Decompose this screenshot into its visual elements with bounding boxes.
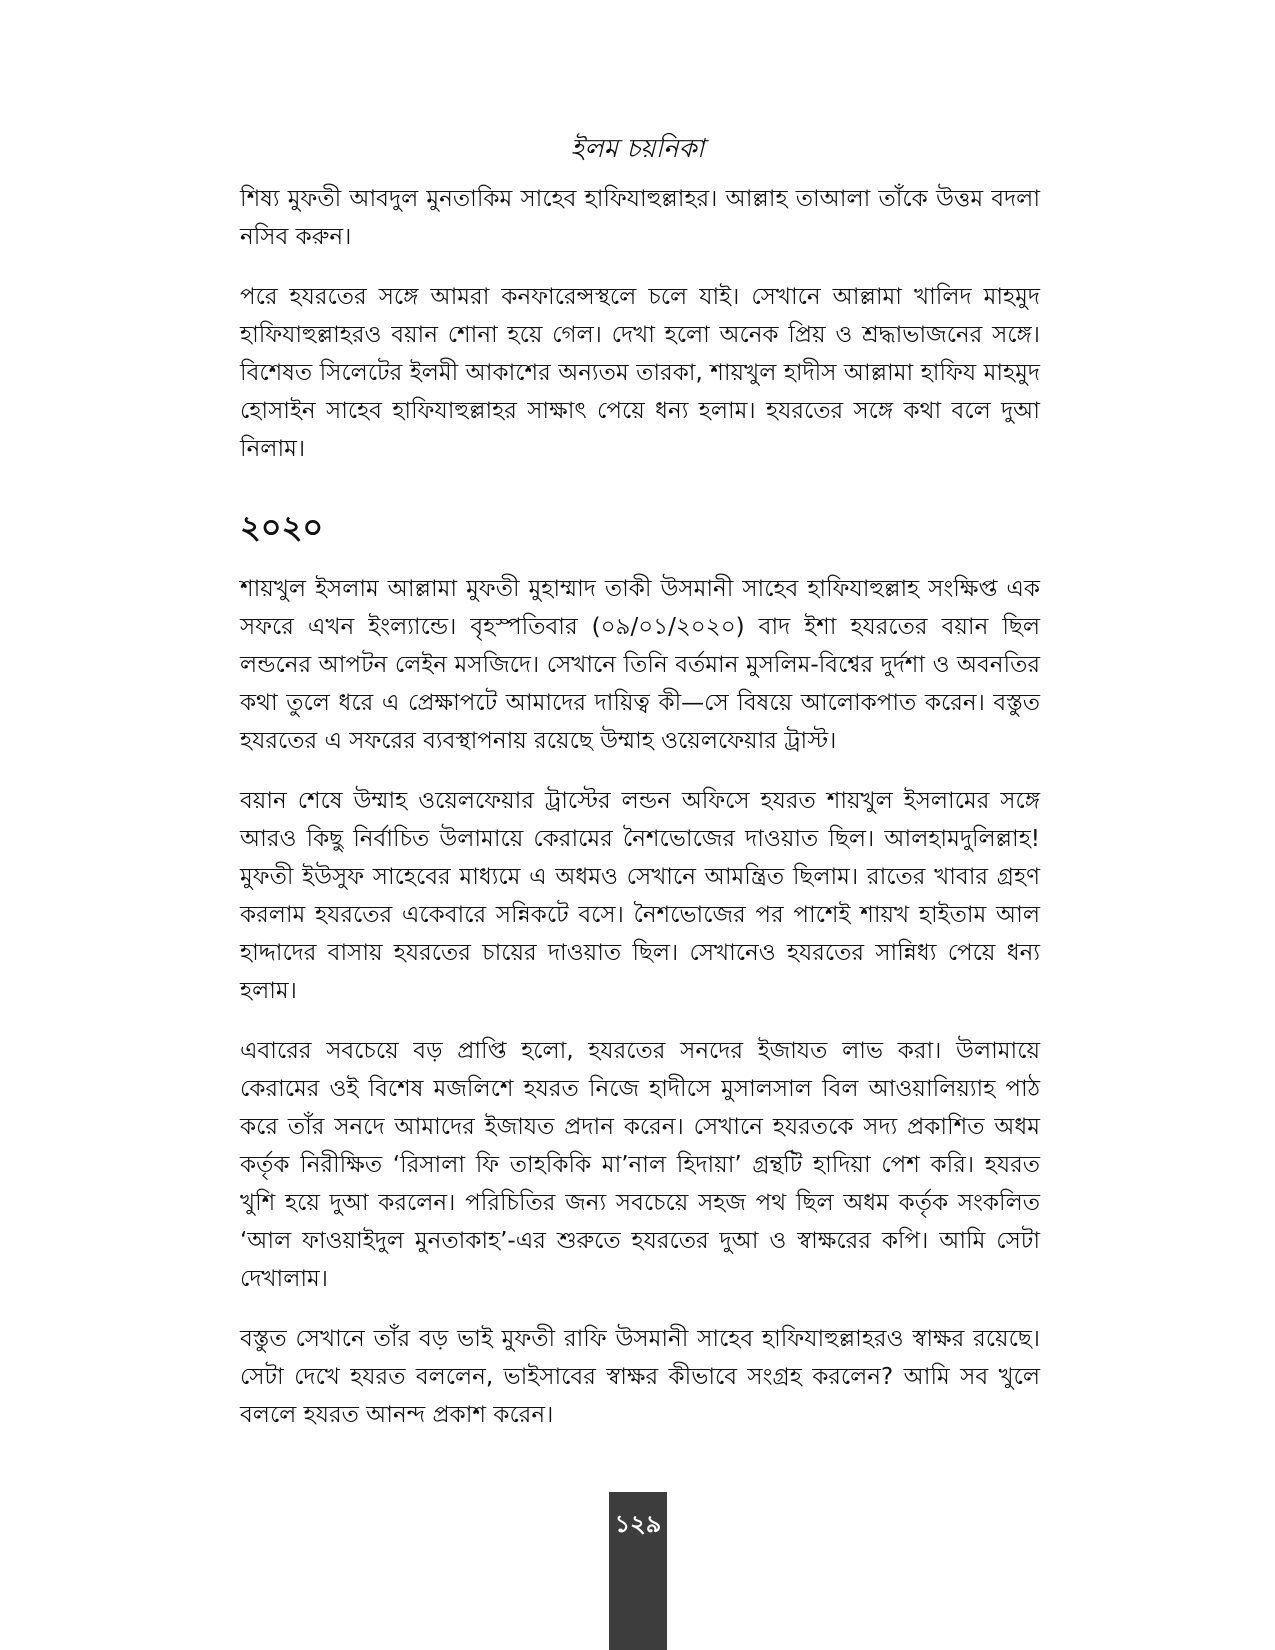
- paragraph: শিষ্য মুফতী আবদুল মুনতাকিম সাহেব হাফিযাহুল্লাহর। আল্লাহ তাআলা তাঁকে উত্তম বদলা নসিব করুন।: [240, 186, 1040, 250]
- paragraph: এবারের সবচেয়ে বড় প্রাপ্তি হলো, হযরতের সনদের ইজাযত লাভ করা। উলামায়ে কেরামের ওই বিশেষ মজলিশে হযরত নিজে হাদীসে মুসালসাল বিল আওয়ালিয়্যাহ পাঠ করে তাঁর সনদে আমাদের ইজাযত প্রদান করেন। সেখানে হযরতকে সদ্য প্রকাশিত অধম কর্তৃক নিরীক্ষিত ‘রিসালা ফি তাহকিকি মা’নাল হিদায়া’ গ্রন্থটি হাদিয়া পেশ করি। হযরত খুশি হয়ে দুআ করলেন। পরিচিতির জন্য সবচেয়ে সহজ পথ ছিল অধম কর্তৃক সংকলিত ‘আল ফাওয়াইদুল মুনতাকাহ’-এর শুরুতে হযরতের দুআ ও স্বাক্ষরের কপি। আমি সেটা দেখালাম।: [240, 1038, 1040, 1292]
- paragraph: বস্তুত সেখানে তাঁর বড় ভাই মুফতী রাফি উসমানী সাহেব হাফিযাহুল্লাহরও স্বাক্ষর রয়েছে। সেটা দেখে হযরত বললেন, ভাইসাবের স্বাক্ষর কীভাবে সংগ্রহ করলেন? আমি সব খুলে বললে হযরত আনন্দ প্রকাশ করেন।: [240, 1326, 1040, 1428]
- running-head: ইলম চয়নিকা: [570, 134, 705, 164]
- page-number-tab: [609, 1492, 667, 1650]
- paragraph: বয়ান শেষে উম্মাহ ওয়েলফেয়ার ট্রাস্টের লন্ডন অফিসে হযরত শায়খুল ইসলামের সঙ্গে আরও কিছু নির্বাচিত উলামায়ে কেরামের নৈশভোজের দাওয়াত ছিল। আলহামদুলিল্লাহ! মুফতী ইউসুফ সাহেবের মাধ্যমে এ অধমও সেখানে আমন্ত্রিত ছিলাম। রাতের খাবার গ্রহণ করলাম হযরতের একেবারে সন্নিকটে বসে। নৈশভোজের পর পাশেই শায়খ হাইতাম আল হাদ্দাদের বাসায় হযরতের চায়ের দাওয়াত ছিল। সেখানেও হযরতের সান্নিধ্য পেয়ে ধন্য হলাম।: [240, 788, 1040, 1004]
- page-number: ১২৯: [614, 1510, 662, 1538]
- paragraph: পরে হযরতের সঙ্গে আমরা কনফারেন্সস্থলে চলে যাই। সেখানে আল্লামা খালিদ মাহমুদ হাফিযাহুল্লাহরও বয়ান শোনা হয়ে গেল। দেখা হলো অনেক প্রিয় ও শ্রদ্ধাভাজনের সঙ্গে। বিশেষত সিলেটের ইলমী আকাশের অন্যতম তারকা, শায়খুল হাদীস আল্লামা হাফিয মাহমুদ হোসাইন সাহেব হাফিযাহুল্লাহর সাক্ষাৎ পেয়ে ধন্য হলাম। হযরতের সঙ্গে কথা বলে দুআ নিলাম।: [240, 284, 1040, 462]
- paragraph: শায়খুল ইসলাম আল্লামা মুফতী মুহাম্মাদ তাকী উসমানী সাহেব হাফিযাহুল্লাহ সংক্ষিপ্ত এক সফরে এখন ইংল্যান্ডে। বৃহস্পতিবার (০৯/০১/২০২০) বাদ ইশা হযরতের বয়ান ছিল লন্ডনের আপটন লেইন মসজিদে। সেখানে তিনি বর্তমান মুসলিম-বিশ্বের দুর্দশা ও অবনতির কথা তুলে ধরে এ প্রেক্ষাপটে আমাদের দায়িত্ব কী—সে বিষয়ে আলোকপাত করেন। বস্তুত হযরতের এ সফরের ব্যবস্থাপনায় রয়েছে উম্মাহ ওয়েলফেয়ার ট্রাস্ট।: [240, 576, 1040, 754]
- section-heading: ২০২০: [240, 508, 324, 546]
- page-body: [240, 180, 1040, 1456]
